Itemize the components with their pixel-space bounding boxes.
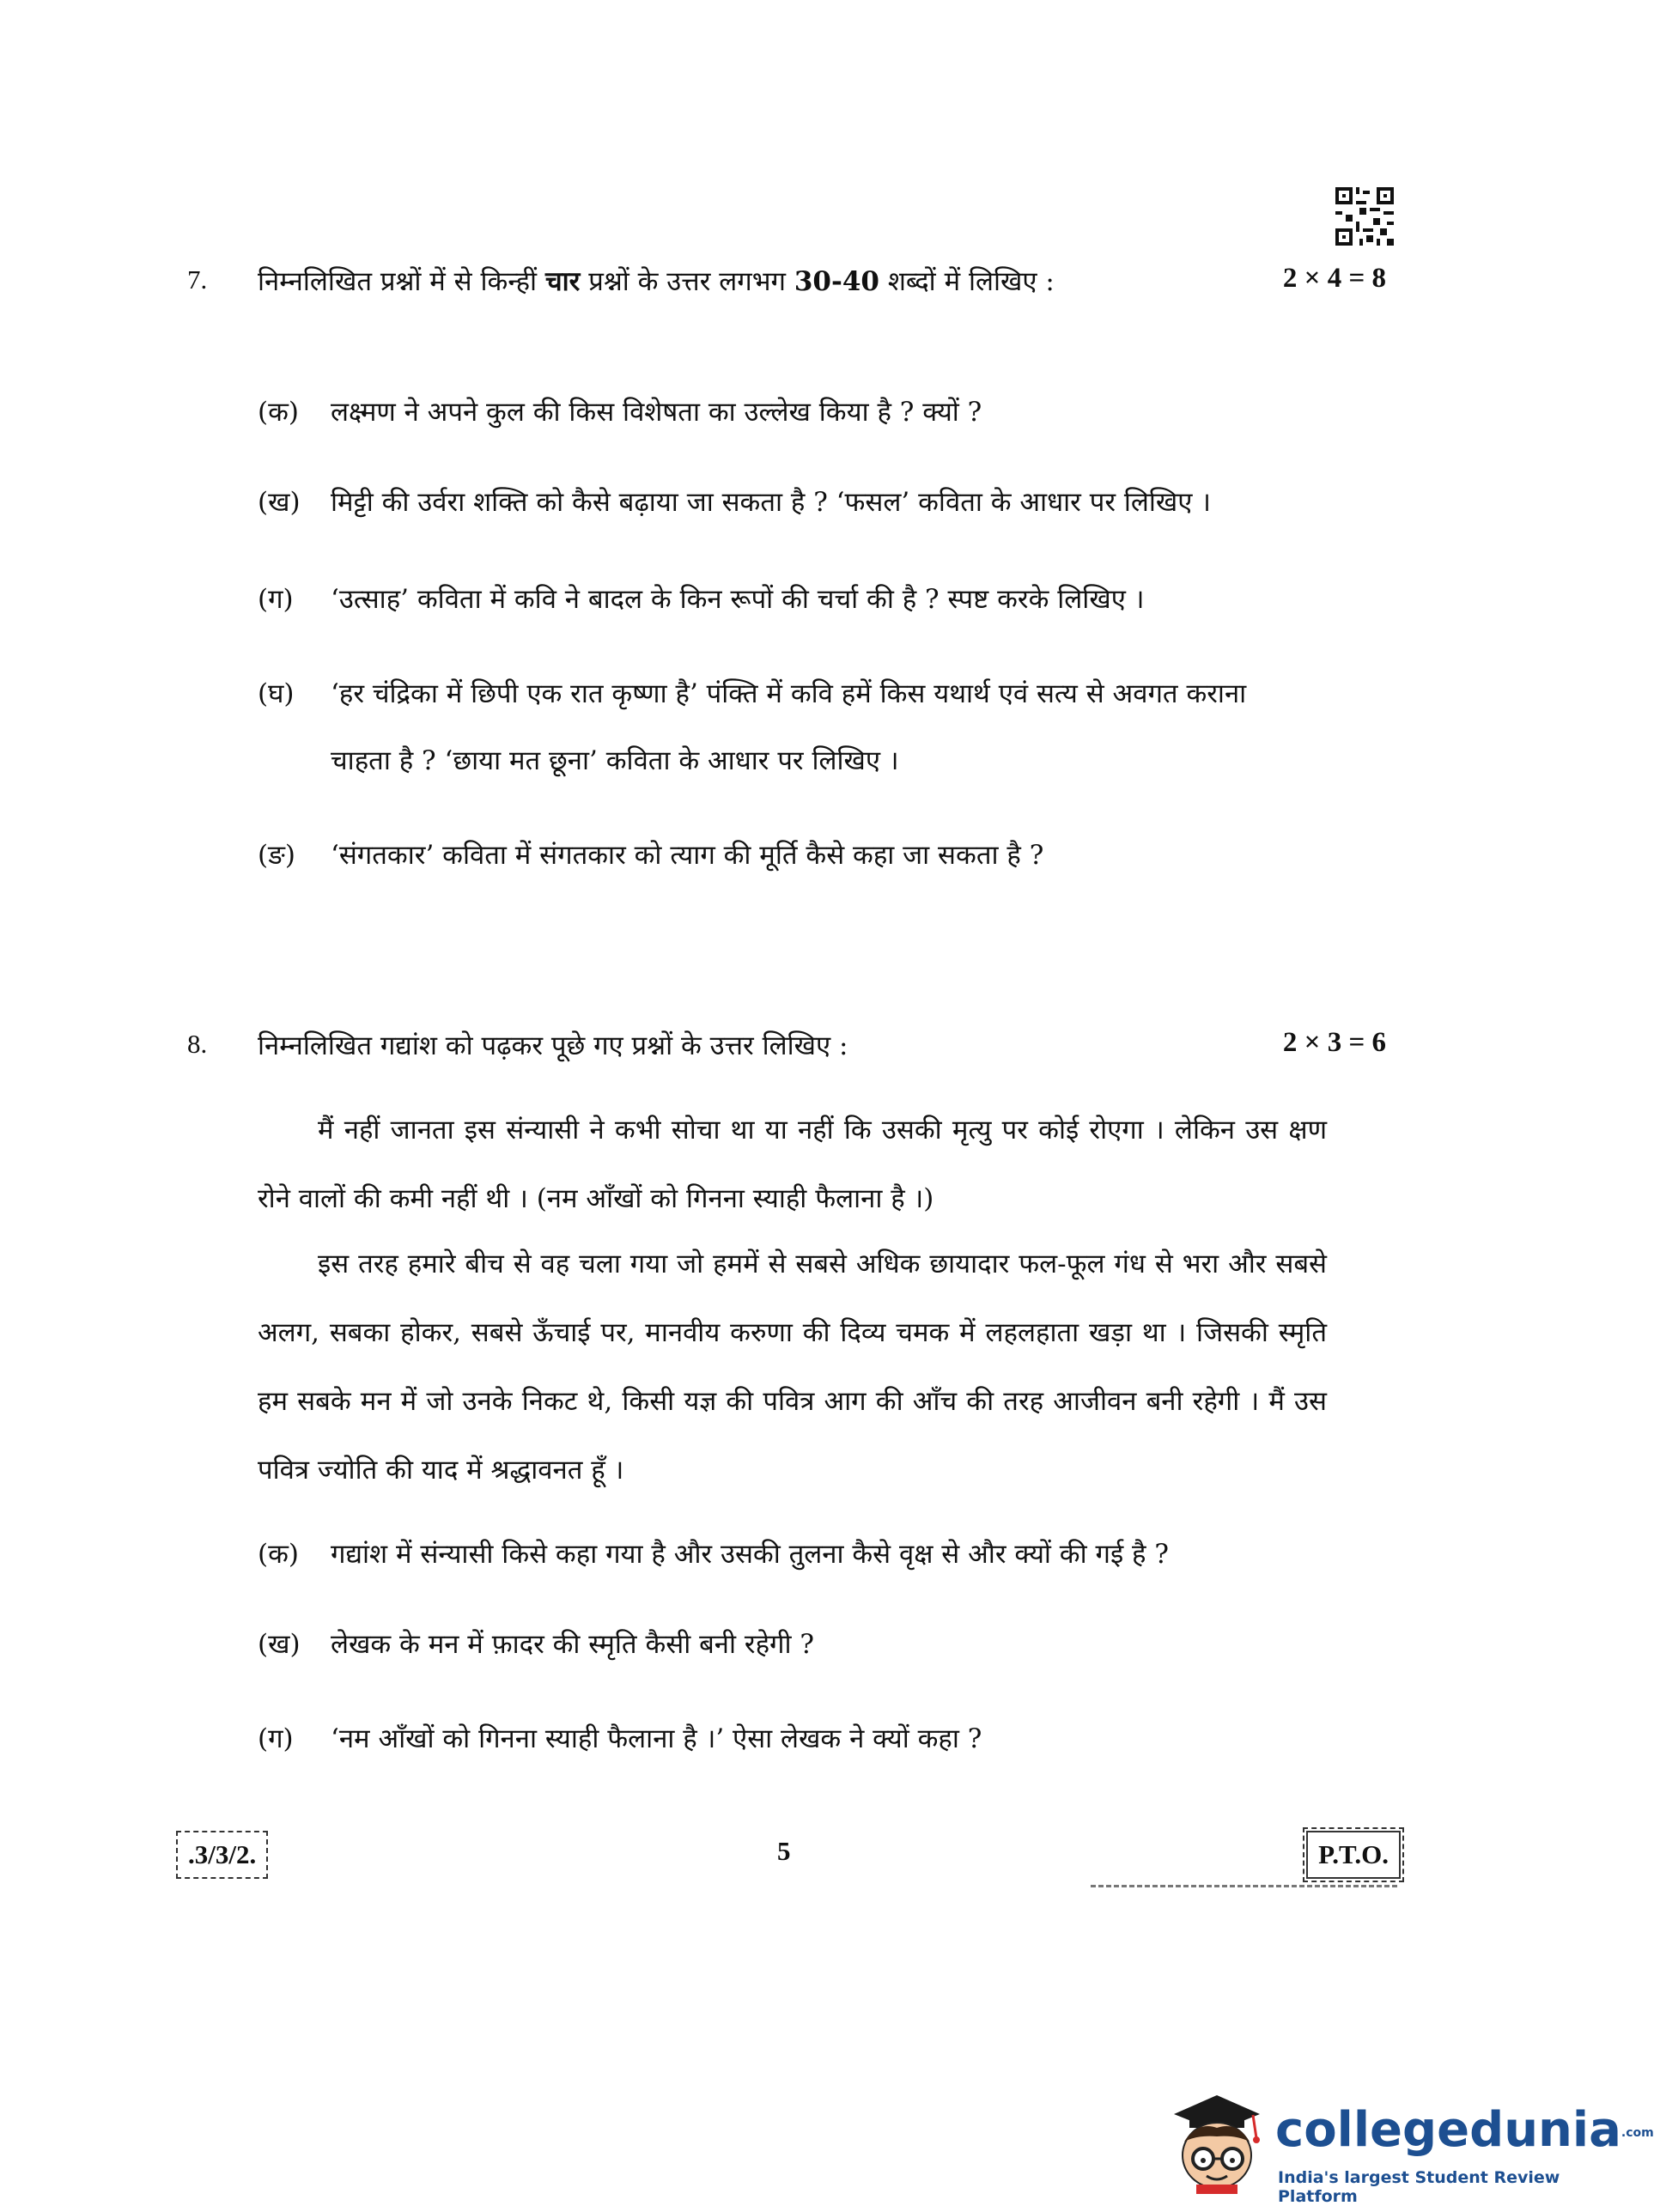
question-7-instruction	[258, 264, 1055, 299]
sub-question-text: लक्ष्मण ने अपने कुल की किस विशेषता का उल्लेख किया है ? क्यों ?	[331, 397, 982, 428]
sub-question-text: ‘हर चंद्रिका में छिपी एक रात कृष्णा है’ पंक्ति में कवि हमें किस यथार्थ एवं सत्य से अवगत कराना	[331, 678, 1247, 709]
sub-question-text-continued: चाहता है ? ‘छाया मत छूना’ कविता के आधार पर लिखिए ।	[331, 745, 899, 776]
sub-question-text: गद्यांश में संन्यासी किसे कहा गया है और उसकी तुलना कैसे वृक्ष से और क्यों की गई है ?	[331, 1539, 1169, 1570]
brand-tagline: India's largest Student Review Platform	[1278, 2168, 1560, 2206]
paper-code: .3/3/2.	[176, 1831, 268, 1879]
sub-question-label: (ग)	[258, 584, 294, 615]
instruction-emphasis: चार	[544, 266, 581, 297]
passage-text: मैं नहीं जानता इस संन्यासी ने कभी सोचा था या नहीं कि उसकी मृत्यु पर कोई रोएगा । लेकिन उस क्षण रोने वालों की कमी नहीं थी । (नम आँखों को गिनना स्याही फैलाना है ।)	[258, 1115, 1327, 1214]
sub-question-label: (ख)	[258, 487, 301, 518]
sub-question-label: (क)	[258, 397, 299, 428]
sub-question-text: मिट्टी की उर्वरा शक्ति को कैसे बढ़ाया जा सकता है ? ‘फसल’ कविता के आधार पर लिखिए ।	[331, 487, 1212, 518]
question-number: 8.	[187, 1029, 208, 1059]
question-number: 7.	[187, 264, 208, 295]
question-7-marks: 2 × 4 = 8	[1282, 263, 1386, 294]
brand-logo-text	[1275, 2102, 1654, 2158]
instruction-text: निम्नलिखित प्रश्नों में से किन्हीं	[258, 266, 545, 297]
sub-question-label: (घ)	[258, 678, 295, 709]
brand-name: collegedunia	[1275, 2102, 1621, 2158]
footer-dotted-line	[1091, 1885, 1400, 1887]
question-8-marks: 2 × 3 = 6	[1282, 1027, 1386, 1058]
instruction-text: प्रश्नों के उत्तर लगभग	[580, 266, 794, 297]
sub-question-text: ‘नम आँखों को गिनना स्याही फैलाना है ।’ ऐसा लेखक ने क्यों कहा ?	[331, 1723, 982, 1754]
sub-question-text: ‘संगतकार’ कविता में संगतकार को त्याग की मूर्ति कैसे कहा जा सकता है ?	[331, 840, 1044, 871]
sub-question-label: (क)	[258, 1539, 299, 1570]
question-8-instruction: निम्नलिखित गद्यांश को पढ़कर पूछे गए प्रश्नों के उत्तर लिखिए :	[258, 1030, 848, 1061]
sub-question-label: (ग)	[258, 1723, 294, 1754]
student-mascot-icon	[1164, 2087, 1271, 2194]
passage-paragraph-2	[258, 1230, 1327, 1504]
qr-code-icon	[1335, 187, 1394, 246]
brand-suffix: .com	[1621, 2125, 1654, 2140]
page-number: 5	[777, 1836, 791, 1866]
sub-question-text: ‘उत्साह’ कविता में कवि ने बादल के किन रूपों की चर्चा की है ? स्पष्ट करके लिखिए ।	[331, 584, 1145, 615]
pto-label: P.T.O.	[1306, 1831, 1401, 1879]
passage-paragraph-1	[258, 1096, 1327, 1233]
sub-question-text: लेखक के मन में फ़ादर की स्मृति कैसी बनी रहेगी ?	[331, 1629, 814, 1660]
sub-question-label: (ख)	[258, 1629, 301, 1660]
passage-text: इस तरह हमारे बीच से वह चला गया जो हममें से सबसे अधिक छायादार फल-फूल गंध से भरा और सबसे अलग, सबका होकर, सबसे ऊँचाई पर, मानवीय करुणा की दिव्य चमक में लहलहाता खड़ा था । जिसकी स्मृति हम सबके मन में जो उनके निकट थे, किसी यज्ञ की पवित्र आग की आँच की तरह आजीवन बनी रहेगी । मैं उस पवित्र ज्योति की याद में श्रद्धावनत हूँ ।	[258, 1249, 1327, 1486]
sub-question-label: (ङ)	[258, 840, 295, 871]
instruction-emphasis: 30-40	[794, 266, 879, 297]
instruction-text: शब्दों में लिखिए :	[879, 266, 1055, 297]
